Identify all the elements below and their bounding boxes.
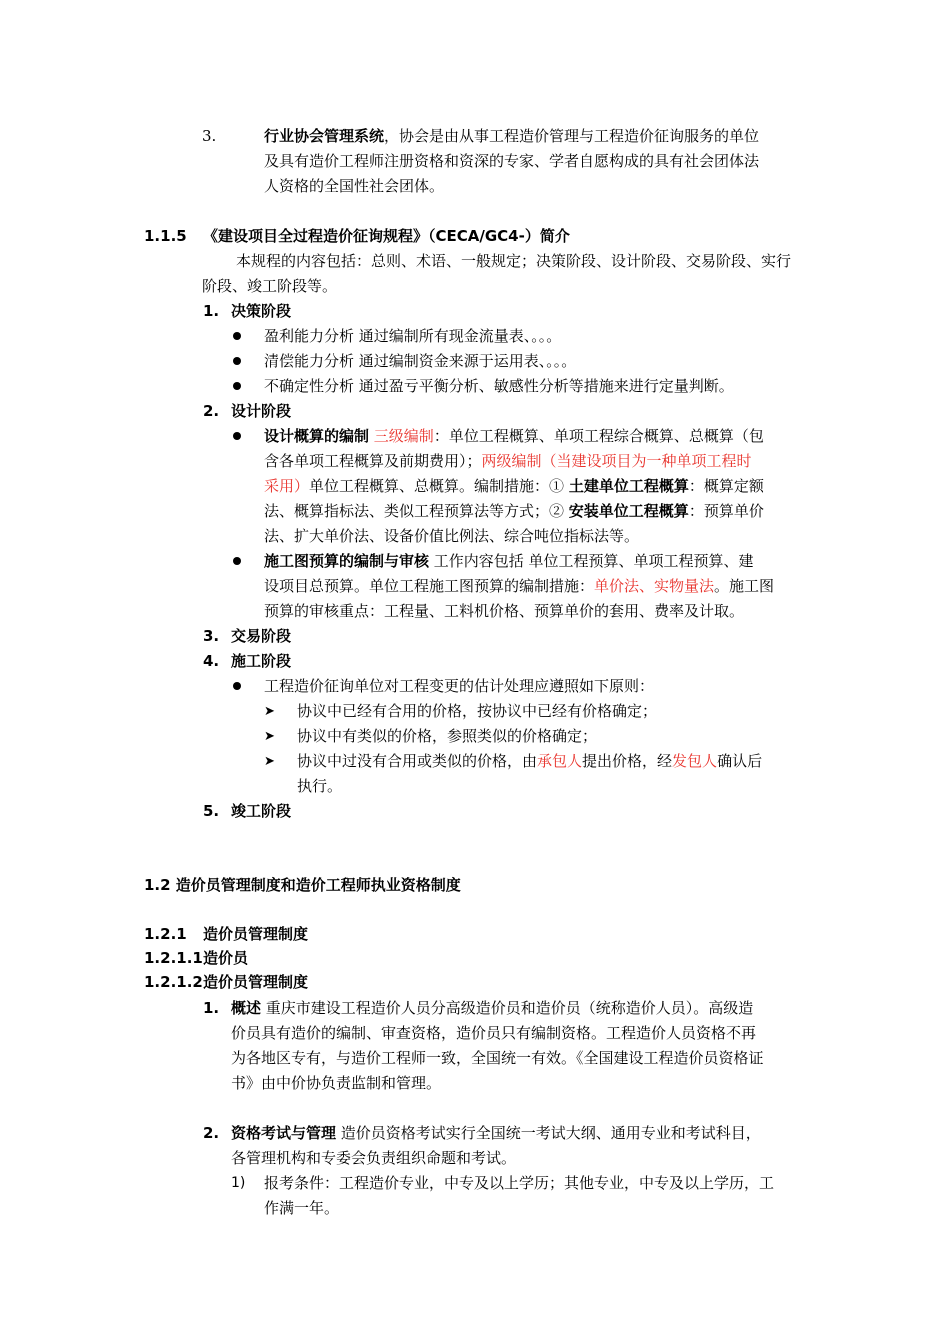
item-3-number: 3.: [202, 127, 217, 145]
stage-2-number: 2.: [203, 402, 220, 420]
overview-line-2: 价员具有造价的编制、审查资格，造价员只有编制资格。工程造价人员资格不再: [231, 1024, 757, 1042]
principle-1: 协议中已经有合用的价格，按协议中已经有价格确定；: [297, 702, 658, 720]
stage-1-bullet-1: 盈利能力分析 通过编制所有现金流量表、。。。: [264, 327, 562, 345]
civil-estimate-label: 土建单位工程概算: [568, 477, 689, 495]
bullet-icon: [233, 557, 241, 565]
stage-1-number: 1.: [203, 302, 220, 320]
stage-1-title: 决策阶段: [231, 302, 292, 320]
arrow-bullet-icon: ➤: [264, 729, 275, 744]
construction-budget-line-3: 预算的审核重点：工程量、工料机价格、预算单价的套用、费率及计取。: [264, 602, 745, 620]
overview-line-3: 为各地区专有，与造价工程师一致，全国统一有效。《全国建设工程造价员资格证: [231, 1049, 764, 1067]
install-estimate-label: 安装单位工程概算: [568, 502, 689, 520]
exam-line-1: [231, 1121, 761, 1146]
stage-4-title: 施工阶段: [231, 652, 292, 670]
section-1-2-1-number: 1.2.1: [144, 925, 187, 943]
exam-line-2: 各管理机构和专委会负责组织命题和考试。: [231, 1149, 517, 1167]
design-estimate-text: 含各单项工程概算及前期费用）；: [264, 452, 482, 470]
stage-5-number: 5.: [203, 802, 220, 820]
section-1-2-1-2-number: 1.2.1.2: [144, 973, 203, 991]
overview-line-1: [231, 996, 753, 1021]
design-estimate-text: 单位工程概算、总概算。编制措施：①: [309, 477, 565, 495]
exam-heading: 资格考试与管理: [231, 1124, 337, 1142]
construction-budget-line-2: [264, 574, 774, 599]
bullet-icon: [233, 432, 241, 440]
stage-3-title: 交易阶段: [231, 627, 292, 645]
section-1-2-title: 1.2 造价员管理制度和造价工程师执业资格制度: [144, 876, 461, 894]
exam-sub-line-1: 报考条件：工程造价专业，中专及以上学历；其他专业，中专及以上学历，工: [264, 1174, 775, 1192]
construction-budget-text: 工作内容包括 单位工程预算、单项工程预算、建: [429, 552, 754, 570]
exam-sub-line-2: 作满一年。: [264, 1199, 340, 1217]
design-estimate-line-3: [264, 474, 764, 499]
exam-sub-number: 1): [231, 1175, 246, 1191]
principle-3-text: 协议中过没有合用或类似的价格，由: [297, 752, 538, 770]
section-1-2-1-1-number: 1.2.1.1: [144, 949, 203, 967]
section-1-1-5-intro-2: 阶段、竣工阶段等。: [202, 277, 338, 295]
item-3-text: ，协会是由从事工程造价管理与工程造价征询服务的单位: [384, 127, 760, 145]
item-3-line-2: 及具有造价工程师注册资格和资深的专家、学者自愿构成的具有社会团体法: [264, 152, 760, 170]
stage-2-title: 设计阶段: [231, 402, 292, 420]
two-level-label: 两级编制（当建设项目为一种单项工程时: [481, 452, 752, 470]
exam-text: 造价员资格考试实行全国统一考试大纲、通用专业和考试科目，: [336, 1124, 761, 1142]
item-3-title: 行业协会管理系统: [264, 127, 385, 145]
principle-3-text: 确认后: [717, 752, 763, 770]
design-estimate-text: ：概算定额: [688, 477, 764, 495]
principle-3-line-1: [297, 749, 762, 774]
design-estimate-text: ：预算单价: [688, 502, 764, 520]
bullet-icon: [233, 382, 241, 390]
principle-3-line-2: 执行。: [297, 777, 343, 795]
bullet-icon: [233, 332, 241, 340]
section-1-1-5-number: 1.1.5: [144, 227, 187, 245]
section-1-2-1-1-title: 造价员: [203, 949, 249, 967]
section-1-1-5-title: 《建设项目全过程造价征询规程》（CECA/GC4-）简介: [203, 227, 570, 245]
employer-label: 发包人: [672, 752, 718, 770]
overview-text: 重庆市建设工程造价人员分高级造价员和造价员（统称造价人员）。高级造: [261, 999, 754, 1017]
stage-1-bullet-2: 清偿能力分析 通过编制资金来源于运用表、。。。: [264, 352, 577, 370]
stage-4-number: 4.: [203, 652, 220, 670]
design-estimate-heading: 设计概算的编制: [264, 427, 370, 445]
section-1-2-1-title: 造价员管理制度: [203, 925, 309, 943]
design-estimate-line-2: [264, 449, 752, 474]
overview-line-4: 书》由中价协负责监制和管理。: [231, 1074, 442, 1092]
item-3-line-3: 人资格的全国性社会团体。: [264, 177, 445, 195]
bullet-icon: [233, 682, 241, 690]
design-estimate-text: 法、概算指标法、类似工程预算法等方式；②: [264, 502, 565, 520]
stage-3-number: 3.: [203, 627, 220, 645]
construction-budget-text: 。施工图: [714, 577, 775, 595]
construction-budget-text: 设项目总预算。单位工程施工图预算的编制措施：: [264, 577, 595, 595]
two-level-label-end: 采用）: [264, 477, 310, 495]
construction-budget-line-1: [264, 549, 754, 574]
bullet-icon: [233, 357, 241, 365]
arrow-bullet-icon: ➤: [264, 704, 275, 719]
principle-3-text: 提出价格，经: [582, 752, 673, 770]
item-3-line-1: [264, 124, 759, 149]
construction-budget-heading: 施工图预算的编制与审核: [264, 552, 430, 570]
arrow-bullet-icon: ➤: [264, 754, 275, 769]
exam-number: 2.: [203, 1124, 220, 1142]
stage-1-bullet-3: 不确定性分析 通过盈亏平衡分析、敏感性分析等措施来进行定量判断。: [264, 377, 734, 395]
design-estimate-line-1: [264, 424, 764, 449]
overview-heading: 概述: [231, 999, 262, 1017]
contractor-label: 承包人: [537, 752, 583, 770]
section-1-1-5-intro-1: 本规程的内容包括：总则、术语、一般规定；决策阶段、设计阶段、交易阶段、实行: [236, 252, 792, 270]
unit-price-method-label: 单价法、实物量法: [594, 577, 715, 595]
section-1-2-1-2-title: 造价员管理制度: [203, 973, 309, 991]
principle-2: 协议中有类似的价格，参照类似的价格确定；: [297, 727, 598, 745]
stage-4-bullet-1: 工程造价征询单位对工程变更的估计处理应遵照如下原则：: [264, 677, 655, 695]
overview-number: 1.: [203, 999, 220, 1017]
three-level-label: 三级编制: [373, 427, 434, 445]
design-estimate-line-4: [264, 499, 764, 524]
stage-5-title: 竣工阶段: [231, 802, 292, 820]
design-estimate-text: ：单位工程概算、单项工程综合概算、总概算（包: [433, 427, 764, 445]
design-estimate-line-5: 法、扩大单价法、设备价值比例法、综合吨位指标法等。: [264, 527, 640, 545]
